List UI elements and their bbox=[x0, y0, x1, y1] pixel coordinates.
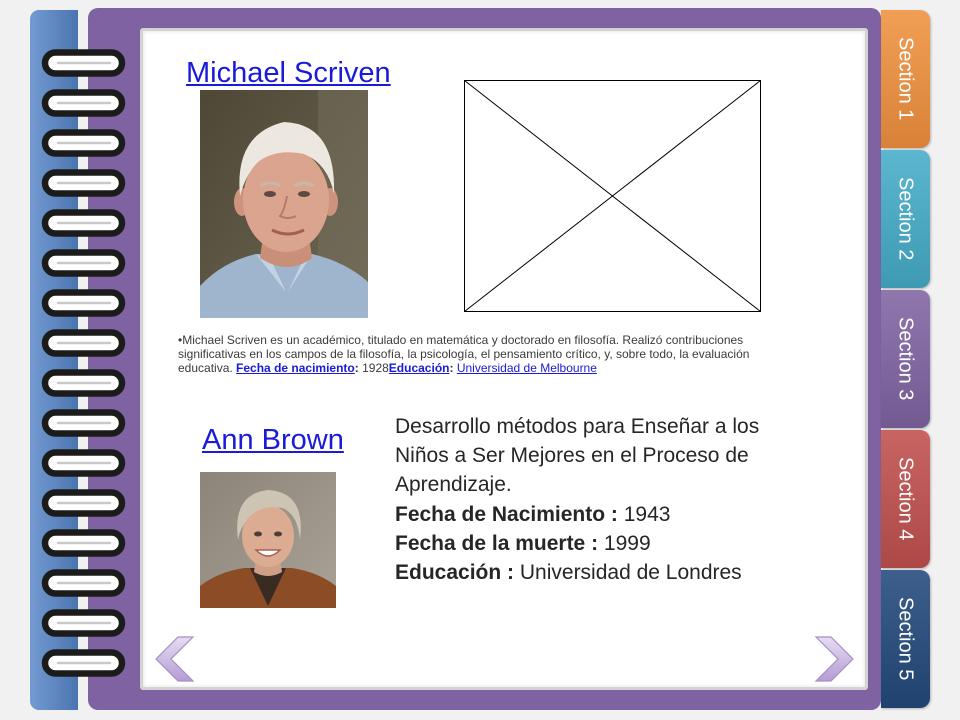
tab-section-2-label: Section 2 bbox=[894, 177, 917, 261]
chevron-left-icon bbox=[156, 637, 193, 681]
spiral-ring bbox=[45, 213, 122, 234]
spiral-ring bbox=[45, 133, 122, 154]
spiral-ring bbox=[45, 573, 122, 594]
university-link[interactable]: Universidad de Melbourne bbox=[456, 361, 597, 375]
ann-birth-row bbox=[395, 500, 780, 529]
spiral-ring bbox=[45, 173, 122, 194]
spiral-ring bbox=[45, 453, 122, 474]
tab-section-5-label: Section 5 bbox=[894, 597, 917, 681]
ann-education-label: Educación : bbox=[395, 561, 515, 585]
ann-education-row bbox=[395, 558, 780, 587]
birth-date-link[interactable]: Fecha de nacimiento bbox=[236, 361, 355, 375]
spiral-ring bbox=[45, 333, 122, 354]
michael-scriven-link[interactable]: Michael Scriven bbox=[186, 57, 391, 89]
tab-section-2[interactable] bbox=[881, 150, 930, 288]
spiral-ring bbox=[45, 413, 122, 434]
spiral-ring bbox=[45, 53, 122, 74]
ann-brown-info bbox=[395, 412, 780, 587]
michael-scriven-bio bbox=[178, 333, 768, 375]
spiral-ring bbox=[45, 493, 122, 514]
spiral-ring bbox=[45, 293, 122, 314]
ann-brown-description: Desarrollo métodos para Enseñar a los Niños a Ser Mejores en el Proceso de Aprendizaje. bbox=[395, 415, 760, 497]
michael-scriven-photo bbox=[200, 90, 368, 318]
education-link[interactable]: Educación bbox=[388, 361, 450, 375]
ann-education-value: Universidad de Londres bbox=[519, 561, 742, 585]
tab-section-1[interactable] bbox=[881, 10, 930, 148]
ann-death-row bbox=[395, 529, 780, 558]
spiral-ring bbox=[45, 653, 122, 674]
spiral-ring bbox=[45, 533, 122, 554]
tab-section-3[interactable] bbox=[881, 290, 930, 428]
image-placeholder bbox=[464, 80, 761, 312]
tab-section-4[interactable] bbox=[881, 430, 930, 568]
education-separator: : bbox=[449, 361, 454, 375]
previous-slide-button[interactable] bbox=[155, 636, 199, 682]
tab-section-1-label: Section 1 bbox=[894, 37, 917, 121]
next-slide-button[interactable] bbox=[810, 636, 854, 682]
tab-section-4-label: Section 4 bbox=[894, 457, 917, 541]
bio-text: •Michael Scriven es un académico, titulado en matemática y doctorado en filosofía. Realizó contribuciones significativas en los campos de la filosofía, la psicología, el pensamiento crítico, y, sobre todo, la evaluación educativa. bbox=[178, 333, 750, 375]
ann-birth-label: Fecha de Nacimiento : bbox=[395, 502, 618, 526]
tab-section-3-label: Section 3 bbox=[894, 317, 917, 401]
ann-birth-value: 1943 bbox=[623, 502, 671, 526]
ann-brown-link[interactable]: Ann Brown bbox=[202, 424, 344, 456]
ann-death-label: Fecha de la muerte : bbox=[395, 531, 599, 555]
ann-death-value: 1999 bbox=[603, 531, 651, 555]
birth-date-separator: : bbox=[354, 361, 359, 375]
chevron-right-icon bbox=[816, 637, 853, 681]
spiral-ring bbox=[45, 613, 122, 634]
spiral-ring bbox=[45, 373, 122, 394]
spiral-ring bbox=[45, 93, 122, 114]
birth-date-value: 1928 bbox=[362, 361, 389, 375]
ann-brown-photo bbox=[200, 472, 336, 608]
spiral-ring bbox=[45, 253, 122, 274]
spiral-binding bbox=[0, 0, 140, 720]
tab-section-5[interactable] bbox=[881, 570, 930, 708]
